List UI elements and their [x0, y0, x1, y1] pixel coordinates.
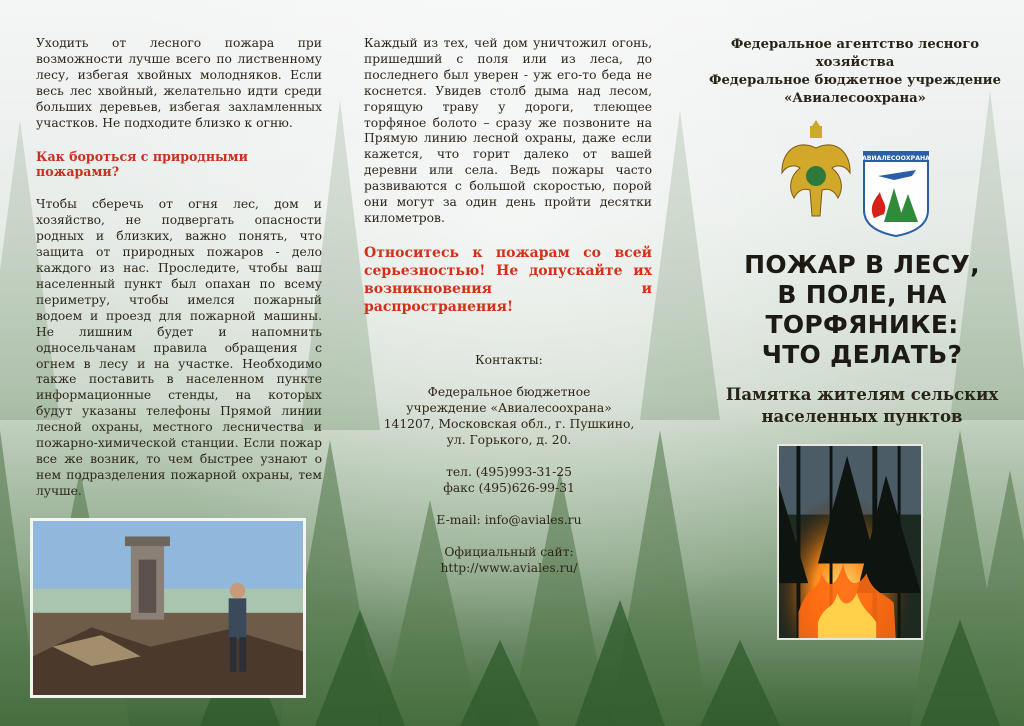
- contacts-label: Контакты:: [475, 353, 543, 367]
- subtitle-line1: Памятка жителям сельских: [725, 385, 999, 404]
- subtitle: [712, 384, 1012, 428]
- heading-how-to-fight: Как бороться с природными пожарами?: [36, 149, 248, 180]
- avialesookhrana-logo-icon: [862, 152, 930, 236]
- agency-line4: «Авиалесоохрана»: [784, 91, 926, 106]
- logos: [776, 118, 936, 238]
- subtitle-line2: населенных пунктов: [761, 407, 963, 426]
- contacts-address-line1: 141207, Московская обл., г. Пушкино,: [383, 417, 635, 431]
- agency-line2: хозяйства: [815, 55, 895, 70]
- agency-line3: Федеральное бюджетное учреждение: [709, 73, 1001, 88]
- left-panel: [36, 36, 322, 553]
- title-line1: ПОЖАР В ЛЕСУ,: [744, 250, 980, 279]
- agency-header: [702, 36, 1008, 108]
- contacts-org-line2: учреждение «Авиалесоохрана»: [406, 401, 612, 415]
- title-line2: В ПОЛЕ, НА: [777, 280, 947, 309]
- contacts-address-line2: ул. Горького, д. 20.: [446, 433, 572, 447]
- left-paragraph-escape: Уходить от лесного пожара при возможности лучше всего по лиственному лесу, избегая хвойных молодняков. Если весь лес хвойный, желательно идти среди больших деревьев, избегая захламленных участков. Не подходите близко к огню.: [36, 36, 322, 130]
- contacts-org-line1: Федеральное бюджетное: [427, 385, 591, 399]
- main-title: [712, 250, 1012, 370]
- burned-house-photo: [30, 518, 306, 698]
- agency-line1: Федеральное агентство лесного: [730, 37, 980, 52]
- middle-paragraph: Каждый из тех, чей дом уничтожил огонь, пришедший с поля или из леса, до последнего был уверен - уж его-то беда не коснется. Увидев столб дыма над лесом, горящую траву у дороги, тлеющее торфяное болото – сразу же позвоните на Прямую линию лесной охраны, даже если кажется, что горит далеко от вашей деревни или села. Ведь пожары часто развиваются с большой скоростью, порой они могут за один день пройти десятки километров.: [364, 36, 652, 225]
- double-eagle-emblem-icon: [782, 120, 850, 216]
- call-to-action: Относитесь к пожарам со всей серьезностью! Не допускайте их возникновения и распространения!: [364, 244, 652, 315]
- right-panel: [702, 36, 1008, 108]
- title-line4: ЧТО ДЕЛАТЬ?: [761, 340, 963, 369]
- contacts-site-label: Официальный сайт:: [444, 545, 574, 559]
- contacts-email[interactable]: E-mail: info@aviales.ru: [436, 513, 582, 527]
- svg-text:АВИАЛЕСООХРАНА: АВИАЛЕСООХРАНА: [862, 155, 930, 162]
- contacts-phone: тел. (495)993-31-25: [446, 465, 572, 479]
- contacts-block: [364, 352, 654, 576]
- contacts-site-url[interactable]: http://www.aviales.ru/: [440, 561, 578, 575]
- forest-fire-photo: [777, 444, 923, 640]
- left-paragraph-protection: Чтобы сберечь от огня лес, дом и хозяйство, не подвергать опасности родных и близких, важно понять, что защита от природных пожаров - дело каждого из нас. Проследите, чтобы ваш населенный пункт был опахан по всему периметру, чтобы имелся пожарный водоем и проезд для пожарной машины. Не лишним будет и напомнить односельчанам правила обращения с огнем в лесу и на участке. Необходимо также поставить в населенном пункте информационные стенды, на которых будут указаны телефоны Прямой линии лесной охраны, местного лесничества и пожарно-химической станции. Если пожар все же возник, то чем быстрее узнают о нем подразделения пожарной охраны, тем лучше.: [36, 197, 322, 498]
- title-line3: ТОРФЯНИКЕ:: [765, 310, 959, 339]
- contacts-fax: факс (495)626-99-31: [443, 481, 575, 495]
- middle-panel: [364, 36, 652, 316]
